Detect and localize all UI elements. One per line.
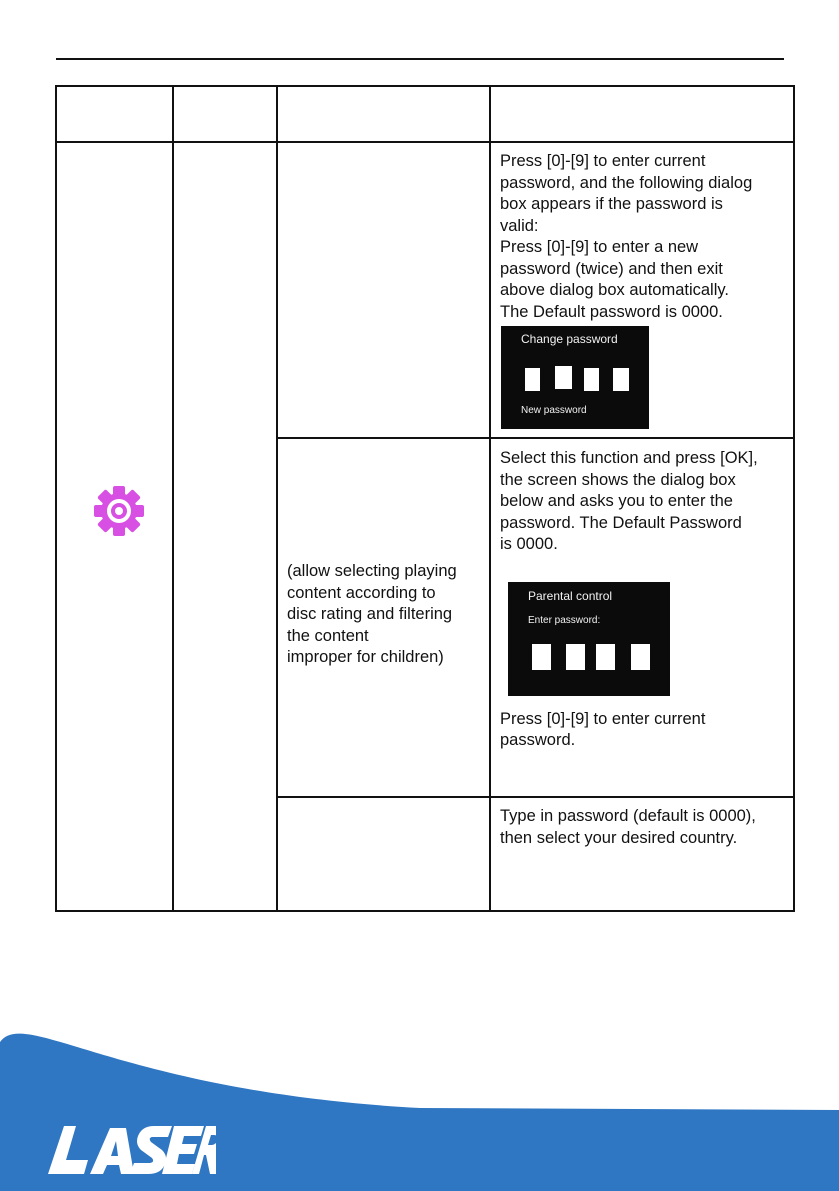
- description-line: box appears if the password is: [500, 195, 723, 213]
- description-line: then select your desired country.: [500, 828, 738, 847]
- item-line: content according to: [287, 583, 436, 602]
- header-cell-4: [490, 86, 794, 142]
- password-box: [555, 366, 572, 389]
- description-line: Type in password (default is 0000),: [500, 807, 756, 825]
- item-cell-country: [277, 797, 490, 911]
- description-line: Select this function and press [OK],: [500, 449, 758, 467]
- item-line: (allow selecting playing: [287, 562, 457, 581]
- description-line: Press [0]-[9] to enter a new: [500, 238, 699, 256]
- top-divider: [56, 58, 784, 60]
- password-box: [584, 368, 599, 391]
- description-cell: [490, 438, 794, 797]
- password-box: [596, 644, 615, 670]
- settings-table: [55, 85, 795, 912]
- description-line: password (twice) and then exit: [500, 259, 723, 278]
- description-cell: [490, 797, 794, 911]
- password-box: [613, 368, 629, 391]
- subsection-cell: [173, 142, 277, 911]
- item-line: disc rating and filtering: [287, 605, 453, 624]
- description-line: is 0000.: [500, 535, 558, 553]
- description-line: Press [0]-[9] to enter current: [500, 709, 706, 728]
- change-password-dialog-image: [501, 326, 649, 429]
- dialog-label: New password: [521, 405, 587, 416]
- section-icon-cell: [56, 142, 173, 911]
- table-row: [56, 142, 794, 438]
- description-line: password, and the following dialog: [500, 173, 753, 192]
- description-line: password.: [500, 731, 576, 749]
- laser-logo: [46, 1124, 216, 1178]
- password-box: [631, 644, 650, 670]
- header-cell-3: [277, 86, 490, 142]
- dialog-label: Enter password:: [528, 614, 601, 626]
- password-box: [566, 644, 585, 670]
- dialog-title: Change password: [521, 332, 618, 346]
- description-line: The Default password is 0000.: [500, 302, 723, 321]
- description-line: above dialog box automatically.: [500, 281, 730, 299]
- dialog-title: Parental control: [528, 588, 613, 603]
- description-cell: [490, 142, 794, 438]
- description-line: below and asks you to enter the: [500, 492, 733, 510]
- description-line: valid:: [500, 216, 539, 235]
- password-box: [532, 644, 551, 670]
- item-line: improper for children): [287, 648, 444, 667]
- header-cell-1: [56, 86, 173, 142]
- table-header-row: [56, 86, 794, 142]
- password-box: [525, 368, 540, 391]
- description-line: password. The Default Password: [500, 513, 742, 532]
- item-line: the content: [287, 626, 369, 645]
- parental-control-dialog-image: [508, 582, 670, 696]
- gear-icon: [92, 484, 146, 538]
- description-line: Press [0]-[9] to enter current: [500, 152, 706, 170]
- item-cell-change-password: [277, 142, 490, 438]
- item-cell-parental: [277, 438, 490, 797]
- header-cell-2: [173, 86, 277, 142]
- description-line: the screen shows the dialog box: [500, 470, 736, 489]
